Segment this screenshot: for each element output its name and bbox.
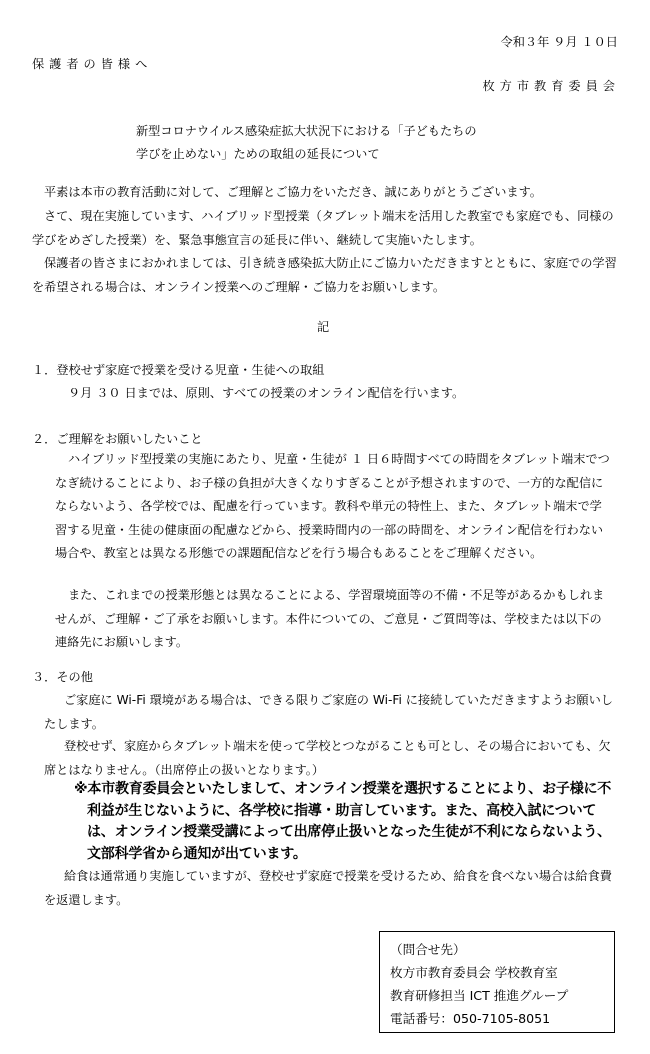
sender-line: 枚方市教育委員会 <box>482 79 620 93</box>
recipient-line: 保護者の皆様へ <box>32 57 153 71</box>
contact-organization: 枚方市教育委員会 学校教育室 <box>390 965 558 980</box>
intro-paragraph-greeting: 平素は本市の教育活動に対して、ご理解とご協力をいただき、誠にありがとうございます。 <box>44 185 542 199</box>
section3-paragraph-wifi: ご家庭に Wi-Fi 環境がある場合は、できる限りご家庭の Wi-Fi に接続していただきますようお願いしたします。 <box>44 693 613 731</box>
contact-box <box>379 931 615 1033</box>
document-title-line1: 新型コロナウイルス感染症拡大状況下における「子どもたちの <box>136 124 477 138</box>
contact-department: 教育研修担当 ICT 推進グループ <box>390 988 569 1003</box>
section2-paragraph-2: また、これまでの授業形態とは異なることによる、学習環境面等の不備・不足等があるかもしれませんが、ご理解・ご了承をお願いします。本件についての、ご意見・ご質問等は、学校または以下の連絡先にお願いします。 <box>55 588 605 649</box>
section3-paragraph-attendance: 登校せず、家庭からタブレット端末を使って学校とつながることも可とし、その場合においても、欠席とはなりません。（出席停止の扱いとなります。） <box>44 739 611 777</box>
section1-body: ９月 ３０ 日までは、原則、すべての授業のオンライン配信を行います。 <box>68 386 465 400</box>
contact-label: （問合せ先） <box>390 942 466 957</box>
ki-heading: 記 <box>317 320 330 334</box>
section1-heading: １．登校せず家庭で授業を受ける児童・生徒への取組 <box>32 363 325 377</box>
section2-heading: ２．ご理解をお願いしたいこと <box>32 432 203 446</box>
intro-paragraph-request: 保護者の皆さまにおかれましては、引き続き感染拡大防止にご協力いただきますとともに、家庭での学習を希望される場合は、オンライン授業へのご理解・ご協力をお願いします。 <box>32 256 617 294</box>
section3-paragraph-lunch: 給食は通常通り実施していますが、登校せず家庭で授業を受けるため、給食を食べない場合は給食費を返還します。 <box>44 869 612 907</box>
section2-paragraph-1: ハイブリッド型授業の実施にあたり、児童・生徒が １ 日６時間すべての時間をタブレット端末でつなぎ続けることにより、お子様の負担が大きくなりすぎることが予想されますので、一方的な配信にならないよう、各学校では、配慮を行っています。教科や単元の特性上、また、タブレット端末で学習する児童・生徒の健康面の配慮などから、授業時間内の一部の時間を、オンライン配信を行わない場合や、教室とは異なる形態での課題配信などを行う場合もあることをご理解ください。 <box>55 452 610 560</box>
intro-paragraph-hybrid: さて、現在実施しています、ハイブリッド型授業（タブレット端末を活用した教室でも家庭でも、同様の学びをめざした授業）を、緊急事態宣言の延長に伴い、継続して実施いたします。 <box>32 209 614 247</box>
contact-phone: 電話番号：050-7105-8051 <box>390 1011 551 1026</box>
document-date: 令和３年 ９月 １０日 <box>500 35 618 49</box>
section3-important-note: ※本市教育委員会といたしまして、オンライン授業を選択することにより、お子様に不利益が生じないように、各学校に指導・助言しています。また、高校入試については、オンライン授業受講によって出席停止扱いとなった生徒が不利にならないよう、文部科学省から通知が出ています。 <box>74 781 612 862</box>
section3-heading: ３．その他 <box>32 670 93 684</box>
document-title-line2: 学びを止めない」ための取組の延長について <box>136 147 380 161</box>
